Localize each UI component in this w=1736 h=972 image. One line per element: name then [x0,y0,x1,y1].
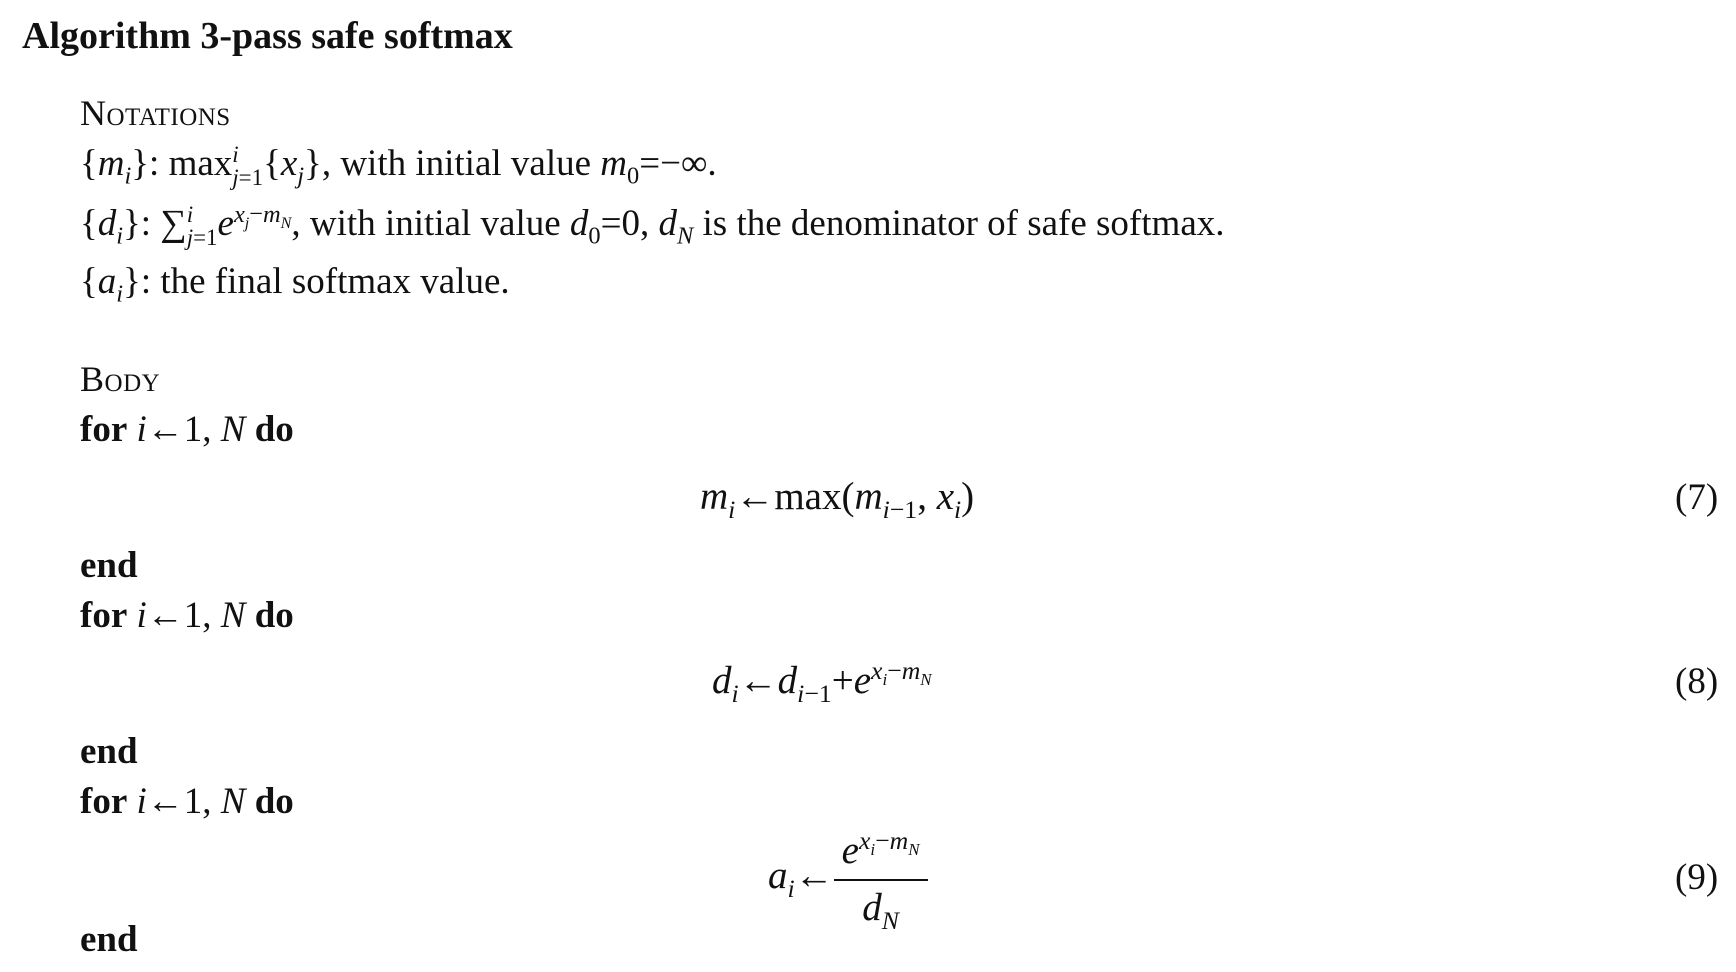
notation-a-text: : the final softmax value. [140,261,510,302]
do-keyword: do [254,781,294,822]
notation-a: $\{a_i\}$: the final softmax value. [80,261,510,308]
equation-number-7: (7) [1675,477,1719,518]
equation-9: $a_i\leftarrow$ $\frac{e^{x_i-m_N}}{d_N}$ [768,828,928,930]
equation-number-8: (8) [1675,661,1719,702]
for-keyword: for [80,595,128,636]
for-loop-2: for i←1, N do [80,595,294,636]
notation-m-text: , with initial value [321,143,601,184]
notation-d-tail: is the denominator of safe softmax. [693,203,1225,244]
equation-7: $m_i\leftarrow\max(m_{i-1}$, $x_i$) [700,475,975,524]
fraction: $\frac{e^{x_i-m_N}}{d_N}$ [834,828,928,930]
notation-d-text: , with initial value [291,203,570,244]
notations-heading: Notations [80,93,231,133]
do-keyword: do [254,409,294,450]
algorithm-title: Algorithm 3-pass safe softmax [22,15,513,57]
do-keyword: do [254,595,294,636]
end-keyword-1: end [80,545,138,586]
notation-d: $\{d_i\}$: ∑ i j=1 $e^{x_j-m_N}$, with initial value $d_0=0$, $d_N$ is the denominator of safe softmax. [80,200,1225,250]
for-keyword: for [80,409,128,450]
for-loop-3: for i←1, N do [80,781,294,822]
body-heading: Body [80,359,161,399]
end-keyword-3: end [80,919,138,960]
end-keyword-2: end [80,731,138,772]
equation-8: $d_i\leftarrow d_{i-1}+e^{x_i-m_N}$ [712,656,932,708]
notation-m: $\{m_i\}$: max i j=1 $\{x_j\}$, with initial value $m_0=-\infty$. [80,141,717,190]
for-loop-1: for i←1, N do [80,409,294,450]
equation-number-9: (9) [1675,857,1719,898]
for-keyword: for [80,781,128,822]
